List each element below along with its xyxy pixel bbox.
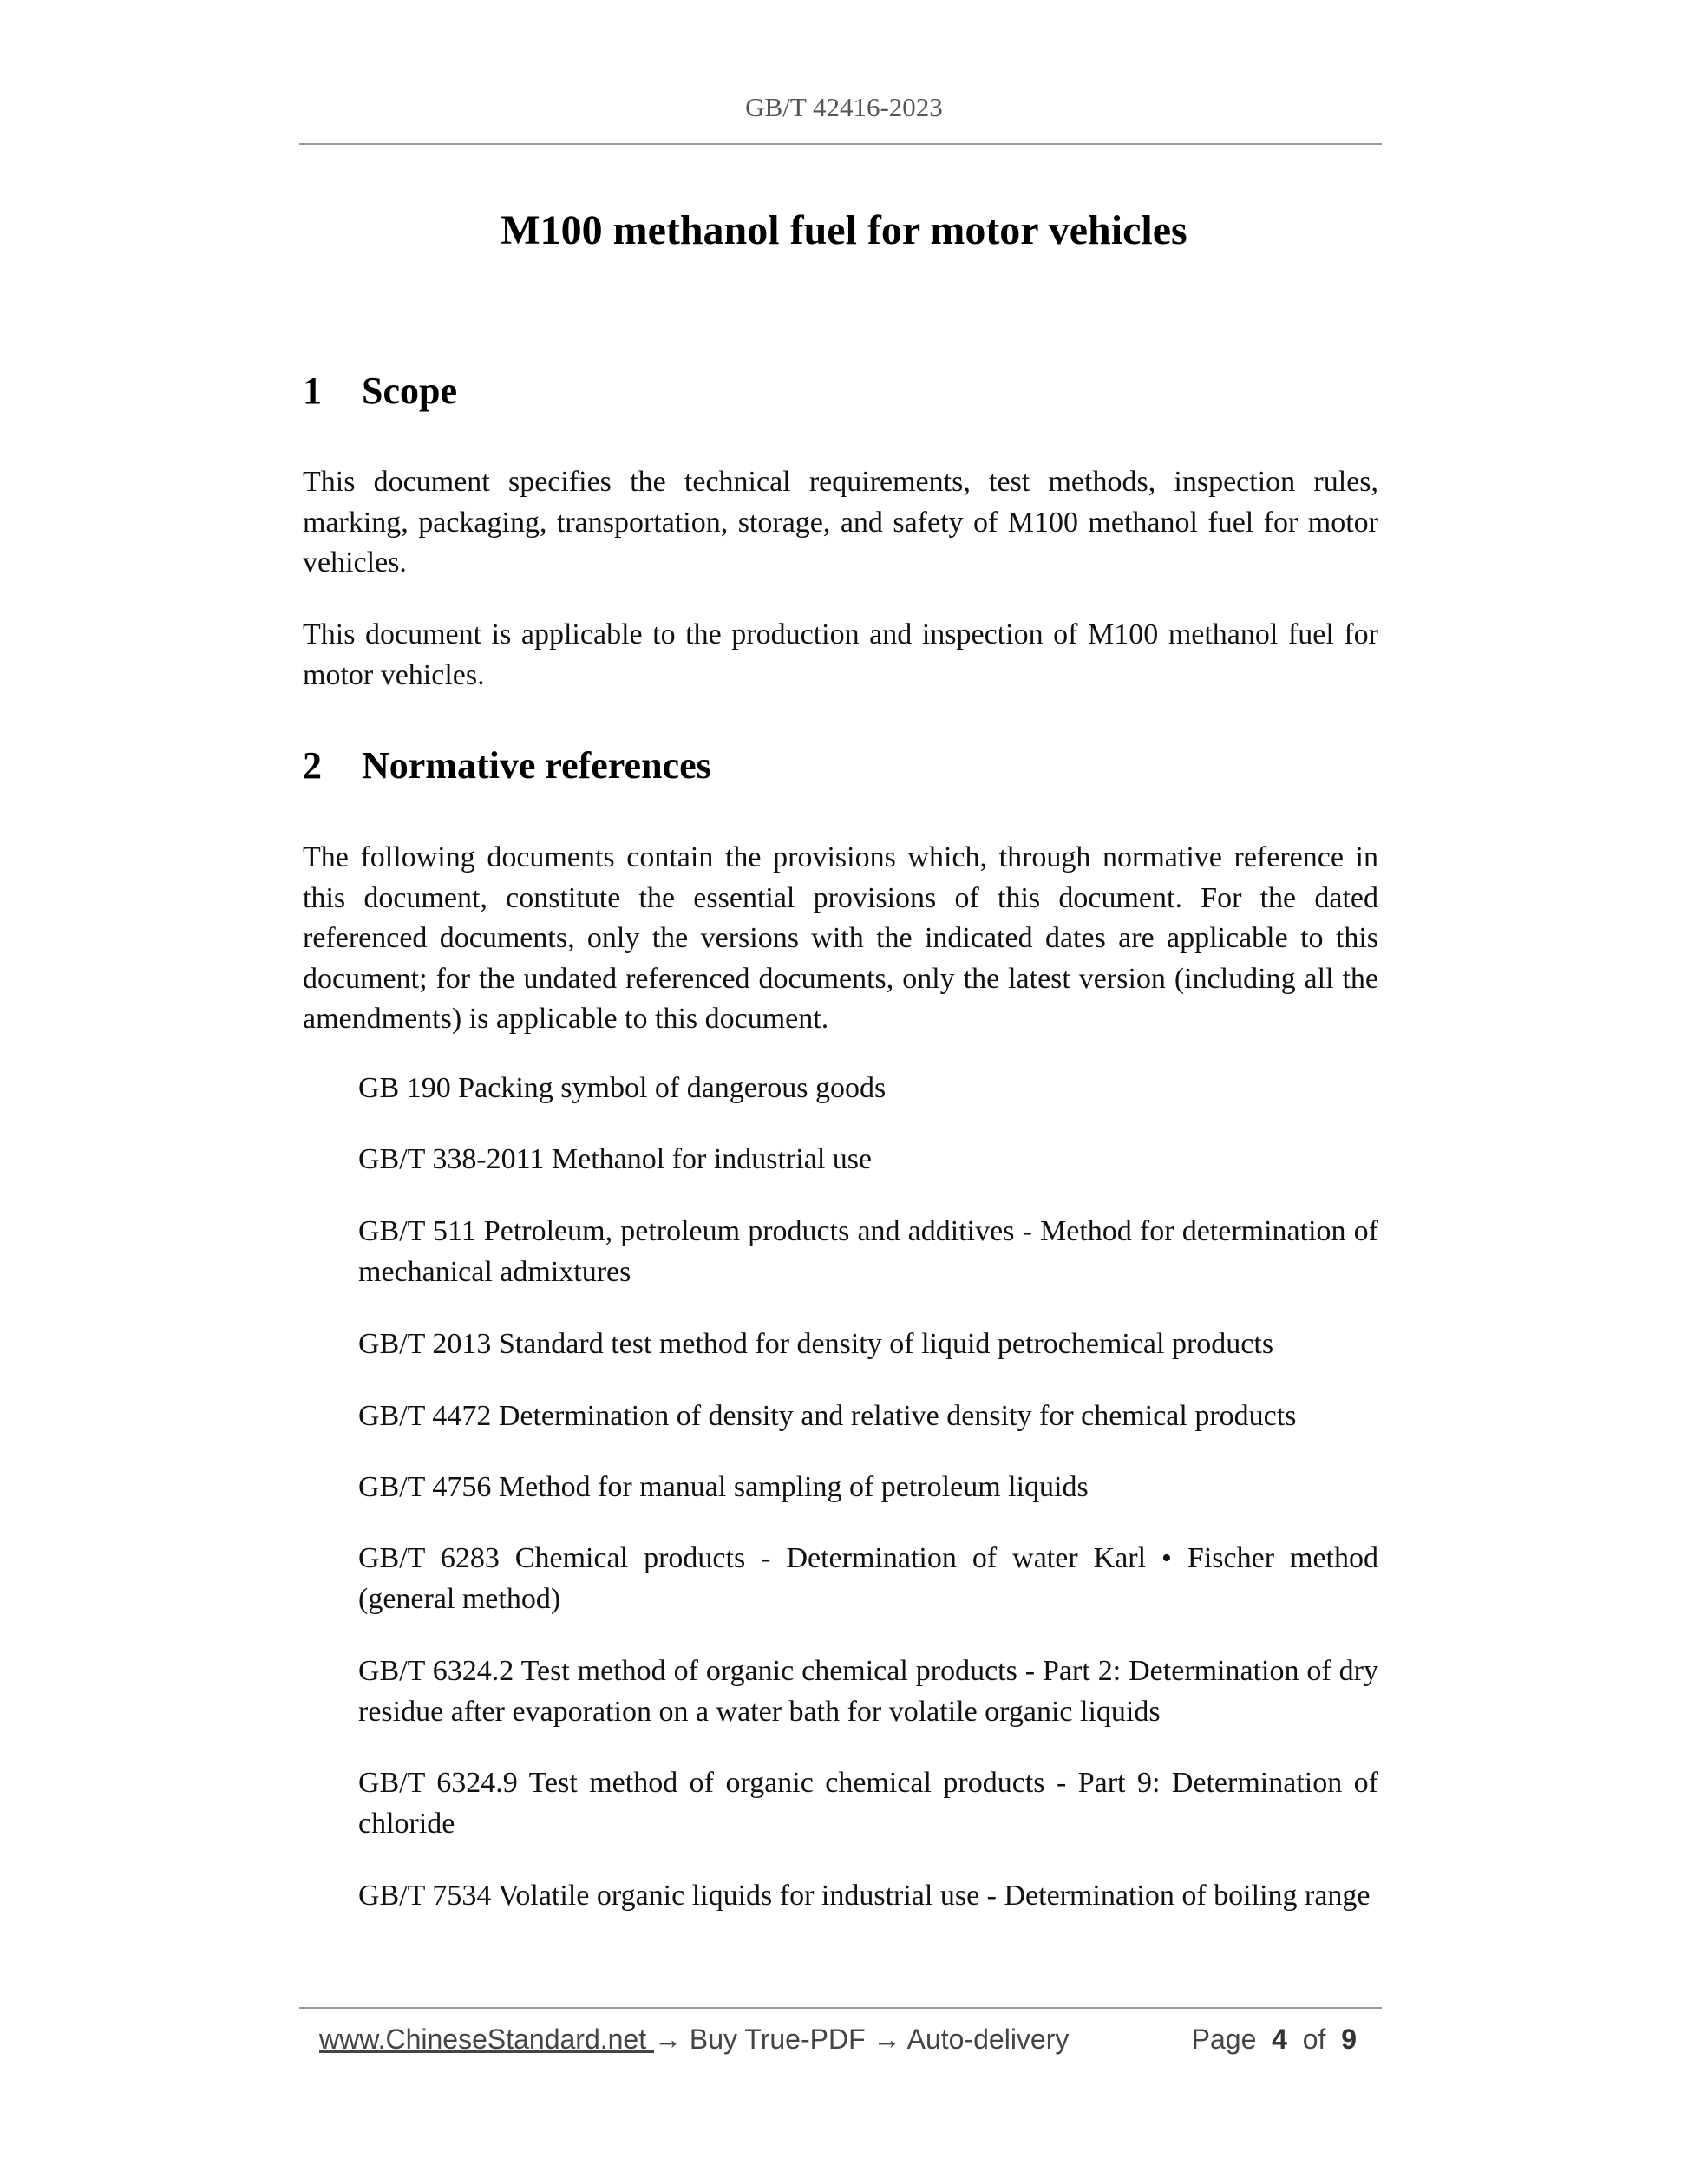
- of-label: of: [1302, 2024, 1326, 2055]
- reference-item: GB/T 6283 Chemical products - Determination of water Karl • Fischer method (general method): [358, 1542, 1378, 1615]
- section-2-title: Normative references: [362, 744, 711, 787]
- buy-pdf-text: Buy True-PDF: [682, 2024, 873, 2055]
- scope-paragraph-1: This document specifies the technical requirements, test methods, inspection rules, marking, packaging, transportation, storage, and safety of M100 methanol fuel for motor vehicles.: [303, 466, 1378, 579]
- current-page-number: 4: [1272, 2024, 1287, 2055]
- reference-item: GB 190 Packing symbol of dangerous goods: [358, 1072, 887, 1104]
- section-1-number: 1: [303, 369, 322, 412]
- auto-delivery-text: Auto-delivery: [900, 2024, 1070, 2055]
- section-1-heading: [303, 369, 457, 413]
- scope-paragraph-2: This document is applicable to the production and inspection of M100 methanol fuel for motor vehicles.: [303, 618, 1378, 691]
- section-2-number: 2: [303, 744, 322, 787]
- section-2-heading: [303, 743, 711, 788]
- normative-references-intro: The following documents contain the provisions which, through normative reference in this document, constitute the essential provisions of this document. For the dated referenced documents, only the versions with the indicated dates are applicable to this document; for the undated referenced documents, only the latest version (including all the amendments) is applicable to this document.: [303, 841, 1378, 1035]
- reference-item: GB/T 7534 Volatile organic liquids for industrial use - Determination of boiling range: [358, 1880, 1371, 1912]
- page-indicator: [1192, 2024, 1357, 2056]
- reference-item: GB/T 4472 Determination of density and relative density for chemical products: [358, 1400, 1297, 1432]
- reference-item: GB/T 6324.2 Test method of organic chemical products - Part 2: Determination of dry residue after evaporation on a water bath for volatile organic liquids: [358, 1655, 1378, 1728]
- footer: [319, 2024, 1369, 2058]
- arrow-right-icon: →: [873, 2024, 901, 2055]
- reference-item: GB/T 338-2011 Methanol for industrial use: [358, 1143, 873, 1175]
- header-standard-code: GB/T 42416-2023: [745, 92, 943, 122]
- website-link[interactable]: www.ChineseStandard.net: [319, 2024, 654, 2055]
- footer-promo: [319, 2024, 1069, 2056]
- document-title: M100 methanol fuel for motor vehicles: [501, 207, 1187, 253]
- reference-item: GB/T 4756 Method for manual sampling of petroleum liquids: [358, 1471, 1089, 1503]
- footer-divider: [299, 2007, 1382, 2009]
- header-divider: [299, 143, 1382, 145]
- total-pages-number: 9: [1341, 2024, 1357, 2055]
- reference-item: GB/T 2013 Standard test method for density of liquid petrochemical products: [358, 1328, 1274, 1360]
- arrow-right-icon: →: [654, 2024, 682, 2055]
- page-label: Page: [1191, 2024, 1257, 2055]
- reference-item: GB/T 6324.9 Test method of organic chemical products - Part 9: Determination of chloride: [358, 1767, 1378, 1840]
- section-1-title: Scope: [362, 369, 457, 412]
- reference-item: GB/T 511 Petroleum, petroleum products and additives - Method for determination of mechanical admixtures: [358, 1215, 1378, 1288]
